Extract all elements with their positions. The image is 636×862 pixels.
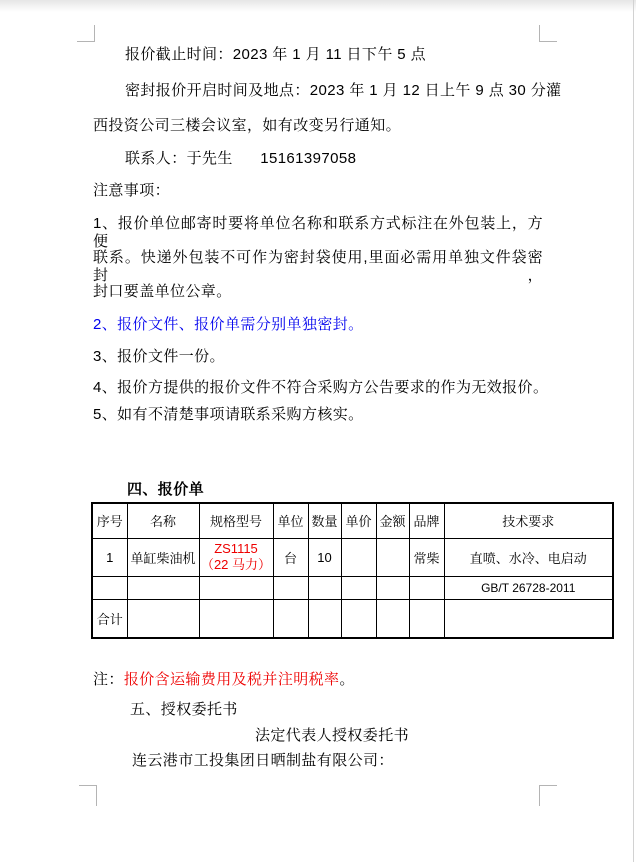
- note1-line-3: 封口要盖单位公章。: [93, 283, 232, 300]
- note5-line: 5、如有不清楚事项请联系采购方核实。: [93, 406, 364, 423]
- note3-line: 3、报价文件一份。: [93, 348, 225, 365]
- col-header-unit: 单位: [273, 503, 308, 538]
- footer-note-line: [93, 671, 355, 689]
- cell-tech-standard: GB/T 26728-2011: [444, 576, 613, 599]
- quotation-table: [91, 502, 614, 639]
- cell-tech: 直喷、水冷、电启动: [444, 538, 613, 576]
- cell-unit: 台: [273, 538, 308, 576]
- margin-mark-top-right: [539, 25, 557, 42]
- cell-amount: [376, 538, 409, 576]
- col-header-unit-price: 单价: [341, 503, 376, 538]
- col-header-amount: 金额: [376, 503, 409, 538]
- cell-spec: ZS1115（22 马力）: [199, 538, 273, 576]
- col-header-tech: 技术要求: [444, 503, 613, 538]
- margin-mark-top-left: [77, 25, 95, 42]
- table-row-standard: [92, 576, 613, 599]
- margin-mark-bottom-right: [539, 785, 557, 806]
- cell-brand: 常柴: [409, 538, 444, 576]
- footer-note-prefix: 注：: [93, 671, 124, 688]
- cell-unit-price: [341, 538, 376, 576]
- note2-line: 2、报价文件、报价单需分别单独密封。: [93, 316, 364, 333]
- window-top-edge: [0, 0, 636, 12]
- footer-note-suffix: 。: [339, 671, 355, 688]
- note1-line-2: 联系。快递外包装不可作为密封袋使用,里面必需用单独文件袋密封，: [93, 249, 543, 284]
- col-header-spec: 规格型号: [199, 503, 273, 538]
- table-header-row: [92, 503, 613, 538]
- page-right-edge: [633, 0, 634, 862]
- authorization-section-heading: 五、授权委托书: [130, 701, 238, 718]
- authorization-title: 法定代表人授权委托书: [255, 727, 410, 744]
- open-time-line-1: 密封报价开启时间及地点：2023 年 1 月 12 日上午 9 点 30 分灌: [125, 82, 562, 99]
- notes-title: 注意事项：: [93, 182, 171, 199]
- cell-name: 单缸柴油机: [127, 538, 199, 576]
- margin-mark-bottom-left: [79, 785, 97, 806]
- cell-total-label: 合计: [92, 599, 127, 638]
- footer-note-highlight: 报价含运输费用及税并注明税率: [123, 671, 340, 688]
- col-header-index: 序号: [92, 503, 127, 538]
- note4-line: 4、报价方提供的报价文件不符合采购方公告要求的作为无效报价。: [93, 379, 549, 396]
- cell-index: 1: [92, 538, 127, 576]
- cell-qty: 10: [308, 538, 341, 576]
- company-line: 连云港市工投集团日晒制盐有限公司：: [132, 752, 394, 769]
- col-header-qty: 数量: [308, 503, 341, 538]
- open-time-line-2: 西投资公司三楼会议室，如有改变另行通知。: [93, 117, 402, 134]
- quote-section-heading: 四、报价单: [127, 481, 205, 498]
- col-header-name: 名称: [127, 503, 199, 538]
- table-row-item-1: [92, 538, 613, 576]
- contact-line: 联系人：于先生 15161397058: [125, 150, 357, 167]
- note1-line-1: 1、报价单位邮寄时要将单位名称和联系方式标注在外包装上，方便: [93, 215, 543, 250]
- table-row-total: [92, 599, 613, 638]
- deadline-line: 报价截止时间：2023 年 1 月 11 日下午 5 点: [125, 46, 426, 63]
- col-header-brand: 品牌: [409, 503, 444, 538]
